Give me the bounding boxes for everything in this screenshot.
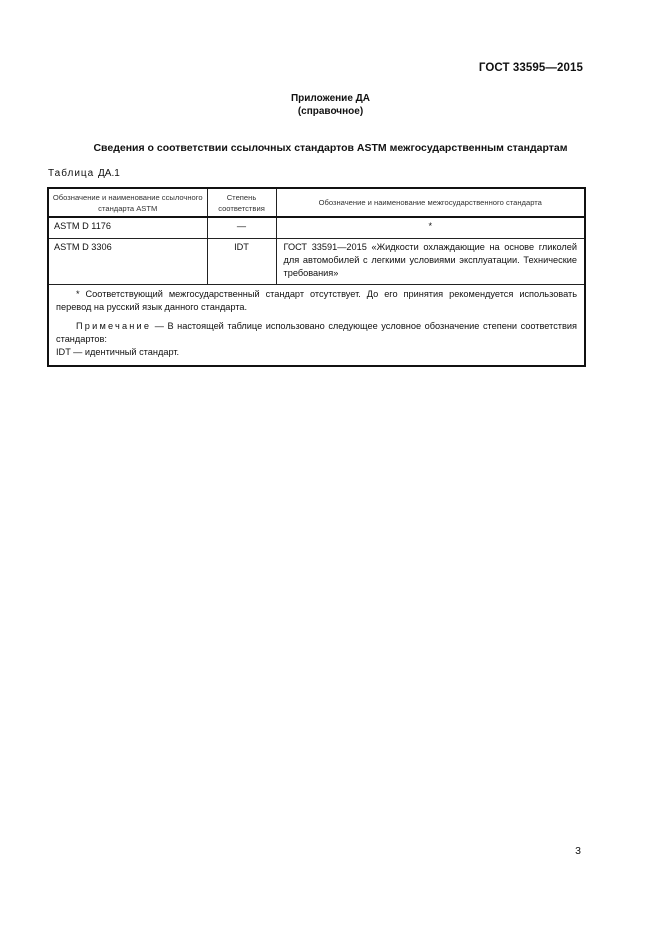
table-caption-number: ДА.1: [98, 168, 120, 179]
table-header-row: [48, 188, 585, 217]
note-label: Примечание: [76, 321, 152, 331]
table-footnote: * Соответствующий межгосударственный стандарт отсутствует. До его принятия рекомендуется использовать перевод на русский язык данного стандарта.: [56, 289, 577, 312]
note-item: IDT — идентичный стандарт.: [56, 347, 180, 357]
appendix-title: Сведения о соответствии ссылочных стандартов ASTM межгосударственным стандартам: [93, 142, 568, 154]
appendix-heading: [0, 92, 661, 118]
cell-degree: IDT: [207, 239, 276, 285]
table-notes-row: [48, 285, 585, 367]
note-text: — В настоящей таблице использовано следующее условное обозначение степени соответствия стандартов:: [56, 321, 577, 344]
cell-reference-standard: ASTM D 3306: [48, 239, 207, 285]
column-header-reference: Обозначение и наименование ссылочного стандарта ASTM: [48, 188, 207, 217]
appendix-kind: (справочное): [297, 106, 364, 117]
column-header-degree: Степень соответствия: [207, 188, 276, 217]
cell-national-standard: ГОСТ 33591—2015 «Жидкости охлаждающие на основе гликолей для автомобилей с легкими условиями эксплуатации. Технические требования»: [276, 239, 585, 285]
page-number: 3: [575, 845, 581, 857]
table-caption: [48, 168, 120, 179]
table-caption-word: Таблица: [48, 168, 95, 179]
table-note: [56, 320, 577, 346]
cell-reference-standard: ASTM D 1176: [48, 217, 207, 239]
table-row: [48, 239, 585, 285]
table-notes: [48, 285, 585, 367]
cell-national-standard: *: [276, 217, 585, 239]
column-header-national: Обозначение и наименование межгосударственного стандарта: [276, 188, 585, 217]
cell-degree: —: [207, 217, 276, 239]
appendix-label: Приложение ДА: [290, 93, 371, 104]
document-code: ГОСТ 33595—2015: [478, 62, 583, 74]
correspondence-table: [47, 187, 586, 367]
table-row: [48, 217, 585, 239]
